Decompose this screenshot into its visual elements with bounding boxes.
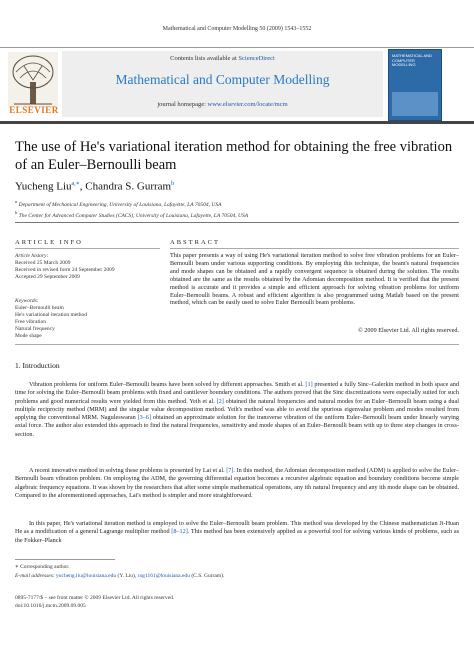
- divider: [15, 248, 160, 249]
- history-label: Article history:: [15, 253, 49, 259]
- homepage-prefix: journal homepage:: [157, 101, 208, 108]
- elsevier-tree-logo-icon: [8, 52, 58, 108]
- citation-link[interactable]: [1]: [305, 381, 313, 388]
- received-date: Received 25 March 2009: [15, 260, 71, 266]
- divider: [15, 222, 459, 223]
- corresponding-author-note: ∗ Corresponding author.: [15, 564, 70, 570]
- author-marks[interactable]: a,∗: [71, 181, 80, 187]
- copyright-notice: © 2009 Elsevier Ltd. All rights reserved.: [358, 327, 459, 334]
- affiliation-text: Department of Mechanical Engineering, University of Louisiana, Lafayette, LA 70504, USA: [18, 201, 222, 208]
- keyword-item: Euler–Bernoulli beam: [15, 305, 64, 311]
- running-head: Mathematical and Computer Modelling 50 (2009) 1543–1552: [162, 26, 312, 32]
- author-name: Yucheng Liu: [15, 180, 72, 193]
- section-heading: 1. Introduction: [15, 361, 60, 370]
- journal-title: Mathematical and Computer Modelling: [115, 72, 330, 87]
- doi-link[interactable]: doi:10.1016/j.mcm.2009.09.005: [15, 603, 86, 609]
- article-title: The use of He's variational iteration method for obtaining the free vibration of an Euler–Bernoulli beam: [15, 139, 453, 173]
- body-paragraph: [15, 381, 459, 439]
- body-paragraph: [15, 520, 459, 545]
- affiliation-mark: b: [15, 210, 18, 215]
- keyword-item: Mode shape: [15, 333, 42, 339]
- affiliation-a: [15, 199, 221, 208]
- citation-link[interactable]: [7]: [226, 467, 234, 474]
- affiliation-text: The Center for Advanced Computer Studies (CACS), University of Louisiana, Lafayette, LA 70504, USA: [18, 212, 249, 219]
- article-info-heading: ARTICLE INFO: [15, 239, 83, 246]
- paragraph-text: obtained an approximate solution for the transverse vibration of the uniform Euler–Bernoulli beam under linearly varying axial force. The author also extended this approach to find the natural frequencies, sensitivity and mode shapes of an Euler–Bernoulli beam with up to three step changes in cross-section.: [15, 414, 459, 438]
- issn-line: 0895-7177/$ – see front matter © 2009 Elsevier Ltd. All rights reserved.: [15, 595, 175, 601]
- journal-homepage-link[interactable]: www.elsevier.com/locate/mcm: [207, 101, 288, 108]
- keywords: [15, 298, 165, 340]
- affiliation-mark: a: [15, 199, 18, 204]
- citation-link[interactable]: [8–12]: [171, 528, 188, 536]
- citation-link[interactable]: [3–6]: [137, 414, 152, 422]
- author-marks[interactable]: b: [171, 181, 175, 187]
- paragraph-text: presented a fully Sinc–Galerkin method in both space and time for solving the Euler–Bernoulli beam problems with fixed and cantilever boundary conditions. The authors proved that the Sinc discretizations were especially suited for such problems and good numerical results were yielded from this method. Yeih et al.: [15, 381, 459, 405]
- paragraph-text: . In this method, the Adomian decomposition method (ADM) is applied to solve the Euler–Bernoulli beam vibration problem. On employing the ADM, the governing differential equation becomes a recursive algebraic equation and boundary conditions become simple algebraic frequency equations. It was shown by the researchers that after some simple mathematical operations, any ith natural frequency and any ith mode shape can be obtained. Compared to the aforementioned approaches, Lai's method is simpler and more straightforward.: [15, 467, 459, 499]
- affiliation-b: [15, 210, 248, 219]
- cover-title: MATHEMATICAL AND COMPUTER MODELLING: [392, 53, 432, 67]
- accepted-date: Accepted 29 September 2009: [15, 274, 80, 280]
- abstract-heading: ABSTRACT: [170, 239, 220, 246]
- email-owner: (C.S. Gurram).: [189, 573, 225, 579]
- cover-graphic: [392, 92, 438, 116]
- footnote-divider: [15, 559, 115, 560]
- paragraph-text: Vibration problems for uniform Euler–Bernoulli beams have been solved by different approaches. Smith et al.: [29, 381, 306, 388]
- keyword-item: Free vibration: [15, 319, 47, 325]
- paragraph-text: A recent innovative method in solving these problems is presented by Lai et al.: [29, 467, 227, 474]
- author-separator: ,: [79, 180, 86, 193]
- citation-link[interactable]: [2]: [216, 397, 224, 405]
- email-link[interactable]: yucheng.liu@louisiana.edu: [56, 573, 117, 579]
- email-label: E-mail addresses:: [15, 573, 55, 579]
- email-addresses: [15, 573, 224, 579]
- sciencedirect-link[interactable]: ScienceDirect: [238, 55, 275, 62]
- email-owner: (Y. Liu),: [116, 573, 138, 579]
- homepage-line: [62, 101, 383, 108]
- publisher-name: ELSEVIER: [9, 105, 59, 115]
- masthead-bottom-rule: [0, 121, 474, 124]
- paragraph-text: obtained the natural frequencies and natural modes for an Euler–Bernoulli beam using a dual multiple reciprocity method (MRM) and the singular value decomposition method. Yeih's method was able to avoid the spurious eigenvalue problem and modes resulted from applying the conventional MRM. Naguleswaran: [15, 397, 459, 422]
- author-list: [15, 180, 174, 193]
- revised-date: Received in revised form 24 September 2009: [15, 267, 115, 273]
- paragraph-text: In this paper, He's variational iteration method is employed to solve the Euler–Bernoulli beam problem. This method was developed by the Chinese mathematician Ji-Huan He as a modification of a general Lagrange multiplier method: [15, 520, 459, 536]
- body-paragraph: [15, 467, 459, 500]
- article-history: [15, 253, 165, 281]
- paragraph-text: . This method has been extensively applied as a powerful tool for solving various kinds of problems, such as the Fokker–Planck: [15, 528, 459, 544]
- keywords-label: Keywords:: [15, 298, 39, 304]
- masthead-top-rule: [0, 47, 474, 48]
- keyword-item: Natural frequency: [15, 326, 55, 332]
- abstract-text: This paper presents a way of using He's variational iteration method to solve free vibration problems for an Euler–Bernoulli beam under various supporting conditions. By employing this technique, the beam's natural frequencies and mode shapes can be obtained and a rapidly convergent sequence is obtained during the solution. The results obtained are the same as the results obtained by the Adomian decomposition method. It is verified that the present method is accurate and it provides a simple and efficient approach for solving vibration problems for uniform Euler–Bernoulli beams. A robust and efficient algorithm is also programmed using Matlab based on the present method, which can be easily used to solve Euler Bernoulli beam problems.: [170, 252, 459, 307]
- divider: [170, 248, 459, 249]
- contents-prefix: Contents lists available at: [170, 55, 239, 62]
- divider: [15, 344, 459, 345]
- keyword-item: He's variational iteration method: [15, 312, 88, 318]
- author-name: Chandra S. Gurram: [85, 180, 172, 193]
- contents-line: [62, 55, 383, 62]
- journal-cover-thumbnail[interactable]: [388, 49, 442, 121]
- email-link[interactable]: csg1161@louisiana.edu: [137, 573, 190, 579]
